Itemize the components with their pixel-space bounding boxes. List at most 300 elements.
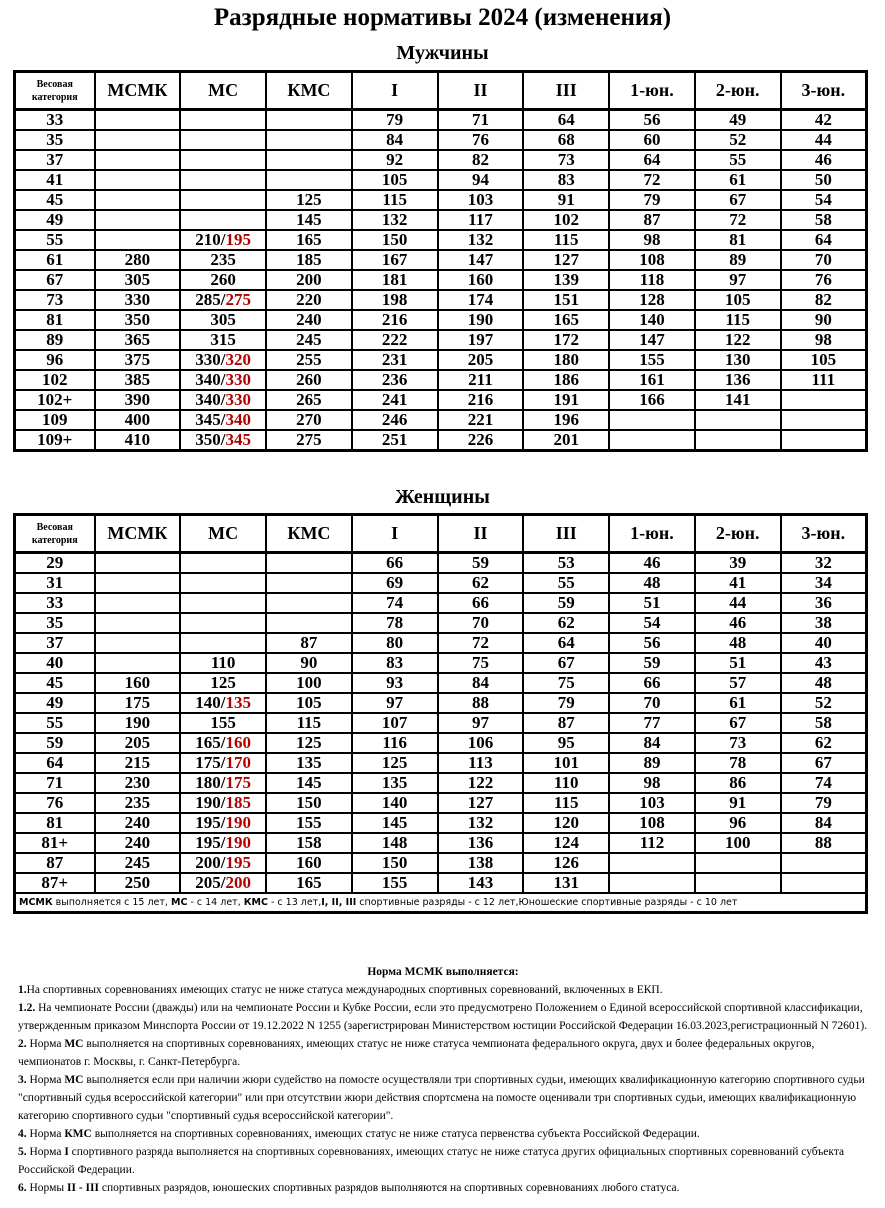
cell-rank-i — [352, 270, 438, 290]
cell-youth-3 — [781, 430, 867, 451]
cell-value: 52 — [814, 693, 832, 712]
cell-value: 38 — [814, 613, 832, 632]
cell-value: 79 — [643, 190, 661, 209]
cell-value: 48 — [643, 573, 661, 592]
table-row — [15, 873, 867, 893]
cell-youth-1 — [609, 310, 695, 330]
cell-value: 186 — [553, 370, 579, 389]
cell-youth-2 — [695, 613, 781, 633]
cell-value: 195/ — [195, 813, 226, 832]
cell-msmk — [95, 673, 181, 693]
cell-value: 61 — [729, 170, 747, 189]
cell-kms — [266, 573, 352, 593]
cell-value: 89 — [729, 250, 747, 269]
cell-rank-i — [352, 593, 438, 613]
cell-ms — [180, 633, 266, 653]
table-row — [15, 733, 867, 753]
cell-value: 64 — [557, 110, 575, 129]
cell-value: 64 — [643, 150, 661, 169]
cell-rank-iii — [523, 593, 609, 613]
col-header-youth-2: 2-юн. — [695, 72, 781, 110]
table-row — [15, 853, 867, 873]
cell-msmk — [95, 250, 181, 270]
cell-kms — [266, 633, 352, 653]
cell-value: 103 — [467, 190, 494, 209]
cell-value: 76 — [814, 270, 832, 289]
cell-kms — [266, 410, 352, 430]
cell-value: 102 — [553, 210, 579, 229]
cell-youth-2 — [695, 290, 781, 310]
cell-rank-iii — [523, 390, 609, 410]
cell-weight-category — [15, 713, 95, 733]
cell-value: 101 — [553, 753, 579, 772]
cell-value: 46 — [814, 150, 832, 169]
changed-value: 190 — [225, 833, 252, 852]
cell-value: 71 — [471, 110, 489, 129]
table-row — [15, 430, 867, 451]
cell-value: 236 — [381, 370, 408, 389]
cell-value: 147 — [639, 330, 665, 349]
cell-rank-i — [352, 250, 438, 270]
cell-value: 150 — [296, 793, 322, 812]
cell-value: 230 — [124, 773, 151, 792]
cell-value: 56 — [643, 633, 661, 652]
cell-youth-3 — [781, 573, 867, 593]
cell-value: 76 — [471, 130, 489, 149]
cell-value: 88 — [471, 693, 489, 712]
cell-youth-1 — [609, 370, 695, 390]
cell-value: 110 — [553, 773, 579, 792]
cell-msmk — [95, 873, 181, 893]
col-header-youth-3: 3-юн. — [781, 515, 867, 553]
cell-value: 79 — [386, 110, 404, 129]
cell-value: 100 — [296, 673, 322, 692]
cell-value: 78 — [729, 753, 747, 772]
cell-value: 77 — [643, 713, 661, 732]
cell-msmk — [95, 270, 181, 290]
cell-value: 64 — [557, 633, 575, 652]
cell-kms — [266, 250, 352, 270]
cell-rank-i — [352, 310, 438, 330]
cell-rank-iii — [523, 673, 609, 693]
cell-weight-category — [15, 290, 95, 310]
cell-rank-ii — [438, 190, 524, 210]
cell-youth-1 — [609, 873, 695, 893]
cell-value: 145 — [296, 210, 322, 229]
cell-youth-3 — [781, 210, 867, 230]
cell-value: 115 — [725, 310, 751, 329]
cell-value: 180/ — [195, 773, 226, 792]
rule-item — [18, 1035, 868, 1071]
cell-value: 174 — [467, 290, 494, 309]
cell-youth-2 — [695, 410, 781, 430]
cell-rank-ii — [438, 430, 524, 451]
cell-value: 59 — [557, 593, 575, 612]
cell-youth-2 — [695, 673, 781, 693]
cell-value: 42 — [814, 110, 832, 129]
cell-value: 251 — [381, 430, 408, 449]
table-row — [15, 250, 867, 270]
cell-youth-1 — [609, 350, 695, 370]
cell-value: 245 — [296, 330, 322, 349]
cell-value: 64 — [46, 753, 64, 772]
changed-value: 160 — [225, 733, 252, 752]
page-title: Разрядные нормативы 2024 (изменения) — [213, 4, 672, 31]
cell-youth-2 — [695, 310, 781, 330]
cell-value: 260 — [210, 270, 236, 289]
cell-value: 46 — [729, 613, 747, 632]
cell-msmk — [95, 290, 181, 310]
cell-value: 96 — [46, 350, 64, 369]
cell-kms — [266, 813, 352, 833]
cell-value: 73 — [557, 150, 575, 169]
cell-value: 216 — [381, 310, 408, 329]
cell-value: 70 — [814, 250, 832, 269]
cell-value: 74 — [386, 593, 404, 612]
cell-ms — [180, 573, 266, 593]
cell-value: 122 — [467, 773, 494, 792]
cell-value: 54 — [643, 613, 661, 632]
cell-kms — [266, 853, 352, 873]
rule-number: 5. — [18, 1146, 27, 1158]
cell-ms — [180, 693, 266, 713]
cell-value: 315 — [210, 330, 236, 349]
cell-msmk — [95, 350, 181, 370]
cell-rank-i — [352, 210, 438, 230]
cell-value: 125 — [296, 190, 322, 209]
col-header-weight-category: Весовая категория — [15, 72, 95, 110]
cell-kms — [266, 753, 352, 773]
cell-value: 118 — [639, 270, 665, 289]
cell-value: 86 — [729, 773, 747, 792]
cell-rank-ii — [438, 673, 524, 693]
cell-kms — [266, 190, 352, 210]
rule-text: Норма — [26, 1146, 65, 1158]
cell-kms — [266, 290, 352, 310]
col-header-ms: МС — [180, 72, 266, 110]
cell-youth-2 — [695, 150, 781, 170]
cell-weight-category — [15, 270, 95, 290]
cell-value: 231 — [381, 350, 408, 369]
cell-rank-ii — [438, 873, 524, 893]
cell-rank-ii — [438, 350, 524, 370]
note-ms-label: МС — [170, 897, 188, 908]
cell-weight-category — [15, 733, 95, 753]
cell-kms — [266, 350, 352, 370]
cell-value: 87 — [300, 633, 318, 652]
cell-rank-iii — [523, 753, 609, 773]
cell-youth-1 — [609, 150, 695, 170]
cell-weight-category — [15, 793, 95, 813]
rule-text: спортивных разрядов, юношеских спортивных разрядов выполняются на спортивных соревнованиях любого статуса. — [98, 1182, 680, 1194]
note-text: выполняется с 15 лет, — [52, 897, 171, 908]
cell-value: 180 — [553, 350, 579, 369]
cell-value: 57 — [729, 673, 747, 692]
cell-kms — [266, 833, 352, 853]
cell-youth-3 — [781, 773, 867, 793]
changed-value: 330 — [225, 370, 252, 389]
cell-msmk — [95, 130, 181, 150]
cell-rank-ii — [438, 230, 524, 250]
cell-value: 131 — [553, 873, 579, 892]
cell-youth-1 — [609, 813, 695, 833]
cell-rank-i — [352, 330, 438, 350]
cell-youth-1 — [609, 673, 695, 693]
cell-value: 255 — [296, 350, 322, 369]
cell-value: 235 — [210, 250, 236, 269]
cell-kms — [266, 613, 352, 633]
cell-kms — [266, 553, 352, 574]
cell-value: 70 — [643, 693, 661, 712]
cell-value: 67 — [729, 713, 747, 732]
cell-value: 84 — [643, 733, 661, 752]
cell-msmk — [95, 713, 181, 733]
cell-msmk — [95, 330, 181, 350]
cell-youth-2 — [695, 350, 781, 370]
cell-youth-3 — [781, 673, 867, 693]
cell-value: 71 — [46, 773, 64, 792]
cell-value: 140 — [381, 793, 408, 812]
cell-value: 191 — [553, 390, 579, 409]
cell-youth-2 — [695, 230, 781, 250]
cell-ms — [180, 390, 266, 410]
cell-value: 98 — [643, 773, 661, 792]
table-row — [15, 330, 867, 350]
cell-value: 73 — [46, 290, 64, 309]
rule-text: Норма — [26, 1128, 65, 1140]
cell-ms — [180, 350, 266, 370]
cell-msmk — [95, 210, 181, 230]
cell-youth-2 — [695, 633, 781, 653]
cell-rank-i — [352, 370, 438, 390]
cell-kms — [266, 330, 352, 350]
cell-value: 50 — [814, 170, 832, 189]
cell-value: 190 — [467, 310, 494, 329]
cell-value: 365 — [124, 330, 151, 349]
cell-value: 48 — [814, 673, 832, 692]
cell-value: 105 — [296, 693, 322, 712]
cell-value: 34 — [814, 573, 832, 592]
cell-value: 92 — [386, 150, 404, 169]
cell-msmk — [95, 150, 181, 170]
cell-kms — [266, 370, 352, 390]
cell-rank-iii — [523, 613, 609, 633]
cell-rank-ii — [438, 270, 524, 290]
cell-value: 76 — [46, 793, 64, 812]
cell-weight-category — [15, 210, 95, 230]
cell-value: 74 — [814, 773, 832, 792]
cell-ms — [180, 310, 266, 330]
cell-value: 109+ — [37, 430, 73, 449]
cell-msmk — [95, 573, 181, 593]
cell-value: 80 — [386, 633, 404, 652]
cell-value: 95 — [557, 733, 575, 752]
cell-youth-2 — [695, 733, 781, 753]
cell-kms — [266, 693, 352, 713]
cell-weight-category — [15, 130, 95, 150]
cell-value: 87 — [46, 853, 64, 872]
cell-kms — [266, 733, 352, 753]
table-row — [15, 813, 867, 833]
rule-number: 1. — [18, 984, 27, 996]
cell-value: 97 — [471, 713, 489, 732]
cell-value: 54 — [814, 190, 832, 209]
table-row — [15, 613, 867, 633]
cell-youth-1 — [609, 290, 695, 310]
cell-youth-2 — [695, 390, 781, 410]
cell-value: 67 — [46, 270, 64, 289]
cell-weight-category — [15, 390, 95, 410]
note-ranks-label: I, II, III — [321, 897, 357, 908]
cell-value: 195/ — [195, 833, 226, 852]
cell-value: 87 — [557, 713, 575, 732]
cell-ms — [180, 190, 266, 210]
cell-youth-1 — [609, 833, 695, 853]
cell-value: 87 — [643, 210, 661, 229]
cell-youth-2 — [695, 430, 781, 451]
cell-value: 51 — [729, 653, 747, 672]
cell-value: 91 — [557, 190, 575, 209]
table-row — [15, 753, 867, 773]
cell-youth-1 — [609, 573, 695, 593]
cell-youth-3 — [781, 130, 867, 150]
cell-value: 67 — [814, 753, 832, 772]
cell-value: 112 — [639, 833, 665, 852]
age-note-row — [15, 893, 867, 913]
rule-number: 6. — [18, 1182, 27, 1194]
cell-value: 155 — [210, 713, 236, 732]
cell-value: 87+ — [41, 873, 69, 892]
cell-value: 122 — [724, 330, 751, 349]
cell-value: 127 — [467, 793, 494, 812]
cell-value: 201 — [553, 430, 579, 449]
cell-weight-category — [15, 673, 95, 693]
cell-value: 90 — [814, 310, 832, 329]
rules-heading: Норма МСМК выполняется: — [367, 966, 519, 978]
cell-rank-iii — [523, 170, 609, 190]
rule-text: Норма — [26, 1038, 65, 1050]
cell-rank-ii — [438, 713, 524, 733]
cell-ms — [180, 170, 266, 190]
cell-youth-2 — [695, 873, 781, 893]
cell-youth-1 — [609, 733, 695, 753]
cell-value: 102 — [42, 370, 68, 389]
cell-rank-ii — [438, 733, 524, 753]
cell-value: 72 — [729, 210, 747, 229]
cell-rank-iii — [523, 290, 609, 310]
cell-value: 52 — [729, 130, 747, 149]
cell-value: 53 — [557, 553, 575, 572]
cell-youth-1 — [609, 653, 695, 673]
table-row — [15, 593, 867, 613]
cell-value: 250 — [124, 873, 151, 892]
table-row — [15, 553, 867, 574]
cell-youth-2 — [695, 653, 781, 673]
table-row — [15, 673, 867, 693]
cell-value: 81 — [729, 230, 747, 249]
cell-rank-ii — [438, 613, 524, 633]
cell-youth-1 — [609, 713, 695, 733]
cell-value: 70 — [471, 613, 489, 632]
cell-rank-ii — [438, 290, 524, 310]
col-header-i: I — [352, 515, 438, 553]
table-row — [15, 653, 867, 673]
cell-msmk — [95, 853, 181, 873]
cell-value: 106 — [467, 733, 494, 752]
cell-value: 132 — [467, 230, 494, 249]
cell-youth-1 — [609, 693, 695, 713]
cell-rank-i — [352, 813, 438, 833]
cell-rank-i — [352, 190, 438, 210]
rule-text: спортивного разряда выполняется на спортивных соревнованиях, имеющих статус не ниже статуса других официальных спортивных соревнований субъекта Российской Федерации. — [18, 1146, 845, 1176]
cell-youth-3 — [781, 793, 867, 813]
cell-rank-ii — [438, 150, 524, 170]
cell-value: 190 — [124, 713, 151, 732]
age-requirements-note — [15, 893, 867, 913]
cell-ms — [180, 110, 266, 131]
cell-youth-2 — [695, 190, 781, 210]
table-row — [15, 833, 867, 853]
cell-value: 78 — [386, 613, 404, 632]
rule-item — [18, 1143, 868, 1179]
cell-value: 103 — [639, 793, 665, 812]
cell-rank-i — [352, 633, 438, 653]
cell-youth-2 — [695, 853, 781, 873]
cell-value: 81+ — [41, 833, 69, 852]
cell-youth-2 — [695, 773, 781, 793]
cell-value: 145 — [296, 773, 322, 792]
table-row — [15, 170, 867, 190]
cell-youth-3 — [781, 753, 867, 773]
cell-value: 108 — [639, 250, 665, 269]
cell-youth-2 — [695, 553, 781, 574]
cell-value: 81 — [46, 813, 64, 832]
changed-value: 340 — [225, 410, 252, 429]
cell-value: 305 — [210, 310, 236, 329]
cell-value: 196 — [553, 410, 579, 429]
rule-item — [18, 1125, 868, 1143]
table-row — [15, 110, 867, 131]
changed-value: 330 — [225, 390, 252, 409]
cell-value: 55 — [46, 713, 64, 732]
cell-rank-i — [352, 673, 438, 693]
cell-value: 58 — [814, 713, 832, 732]
cell-ms — [180, 370, 266, 390]
col-header-iii: III — [523, 515, 609, 553]
cell-rank-iii — [523, 230, 609, 250]
cell-value: 132 — [381, 210, 408, 229]
table-row — [15, 390, 867, 410]
cell-value: 109 — [42, 410, 68, 429]
rule-text: выполняется если при наличии жюри судейство на помосте осуществляли три спортивных судьи, имеющих квалификационную категорию спортивного судьи "спортивный судья всероссийской категории" или при отсутствии жюри действия спортсмена на помосте оценивали три спортивных судьи, имеющих квалификационную категорию спортивного судьи "спортивный судья всероссийской категории". — [18, 1074, 865, 1122]
cell-kms — [266, 653, 352, 673]
cell-value: 98 — [643, 230, 661, 249]
rule-rank-label: МС — [64, 1074, 84, 1086]
cell-value: 84 — [471, 673, 489, 692]
cell-msmk — [95, 693, 181, 713]
cell-value: 108 — [639, 813, 665, 832]
cell-value: 59 — [643, 653, 661, 672]
cell-weight-category — [15, 813, 95, 833]
rule-item — [18, 999, 868, 1035]
cell-msmk — [95, 553, 181, 574]
cell-youth-1 — [609, 210, 695, 230]
cell-ms — [180, 853, 266, 873]
cell-rank-iii — [523, 733, 609, 753]
cell-rank-iii — [523, 190, 609, 210]
cell-ms — [180, 653, 266, 673]
cell-value: 135 — [381, 773, 408, 792]
